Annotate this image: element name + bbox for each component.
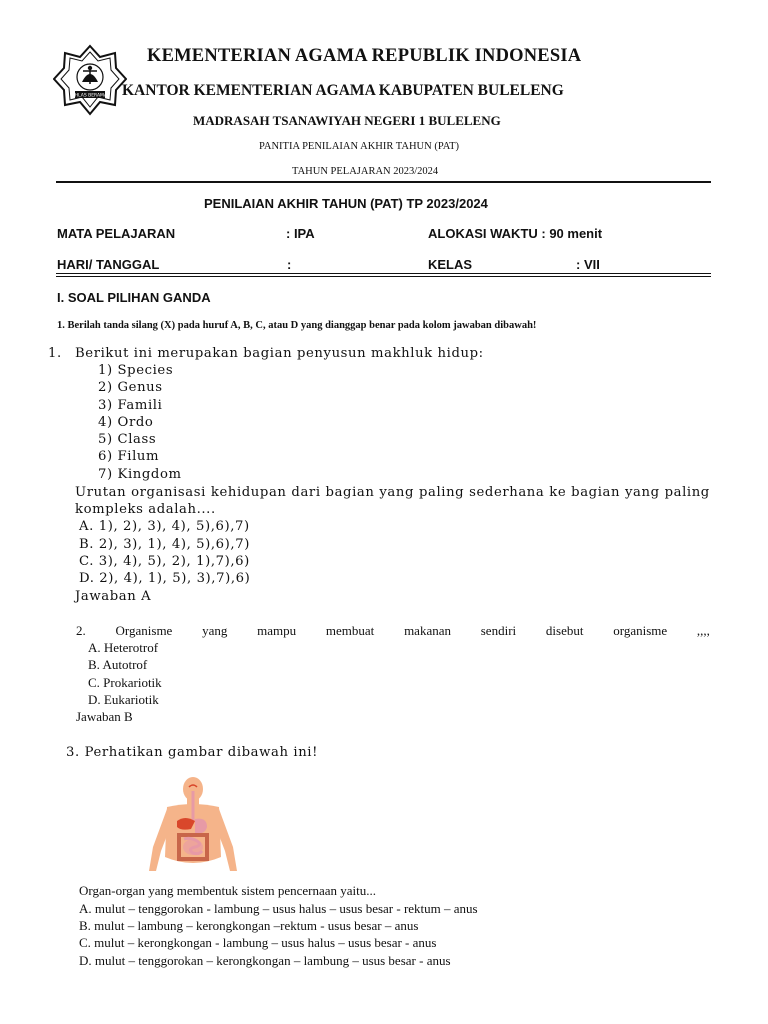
word: mampu — [257, 623, 297, 638]
word: Organisme — [115, 623, 173, 638]
q1-option-c: C. 3), 4), 5), 2), 1),7),6) — [79, 554, 250, 569]
academic-year: TAHUN PELAJARAN 2023/2024 — [292, 166, 439, 177]
q1-item: 2) Genus — [98, 380, 163, 395]
word: disebut — [545, 623, 584, 638]
q3-option-a: A. mulut – tenggorokan - lambung – usus halus – usus besar - rektum – anus — [79, 901, 478, 916]
q2-option-c: C. Prokariotik — [88, 675, 162, 690]
word: ke — [549, 485, 567, 500]
section-title: I. SOAL PILIHAN GANDA — [57, 290, 211, 305]
word: yang — [202, 623, 228, 638]
q2-option-d: D. Eukariotik — [88, 692, 159, 707]
day-date-label: HARI/ TANGGAL — [57, 257, 160, 272]
word: organisasi — [131, 485, 206, 500]
word: organisme — [613, 623, 668, 638]
q1-item: 5) Class — [98, 432, 157, 447]
q3-option-c: C. mulut – kerongkongan - lambung – usus halus – usus besar - anus — [79, 935, 437, 950]
exam-title: PENILAIAN AKHIR TAHUN (PAT) TP 2023/2024 — [204, 196, 488, 211]
header-divider — [56, 181, 711, 183]
q3-question: Organ-organ yang membentuk sistem pencernaan yaitu... — [79, 883, 376, 898]
word: paling — [664, 485, 710, 500]
q1-answer: Jawaban A — [75, 589, 152, 604]
q1-item: 4) Ordo — [98, 415, 154, 430]
q3-stem: 3. Perhatikan gambar dibawah ini! — [66, 745, 319, 760]
q2-option-a: A. Heterotrof — [88, 640, 159, 655]
word: kehidupan — [210, 485, 287, 500]
word: membuat — [325, 623, 375, 638]
q3-option-b: B. mulut – lambung – kerongkongan –rektum - usus besar – anus — [79, 918, 419, 933]
class-label: KELAS — [428, 257, 473, 272]
word: Urutan — [75, 485, 127, 500]
word: bagian — [325, 485, 375, 500]
time-allocation: ALOKASI WAKTU : 90 menit — [428, 226, 603, 241]
ministry-name: KEMENTERIAN AGAMA REPUBLIK INDONESIA — [147, 46, 582, 66]
q1-item: 7) Kingdom — [98, 467, 182, 482]
section-instruction: 1. Berilah tanda silang (X) pada huruf A, B, C, atau D yang dianggap benar pada kolom jawaban dibawah! — [57, 320, 537, 331]
q2-option-b: B. Autotrof — [88, 657, 148, 672]
q1-item: 6) Filum — [98, 449, 160, 464]
word: sendiri — [480, 623, 517, 638]
q2-stem — [76, 623, 710, 639]
word: yang — [379, 485, 415, 500]
info-divider-bottom — [56, 276, 711, 277]
q2-number: 2. — [76, 623, 86, 638]
q1-item: 3) Famili — [98, 398, 163, 413]
subject-value: : IPA — [286, 226, 315, 241]
school-name: MADRASAH TSANAWIYAH NEGERI 1 BULELENG — [193, 113, 501, 128]
q2-answer: Jawaban B — [76, 709, 133, 724]
word: dari — [291, 485, 321, 500]
word: paling — [418, 485, 465, 500]
subject-label: MATA PELAJARAN — [57, 226, 176, 241]
q1-question-line2: kompleks adalah.... — [75, 502, 216, 517]
word: yang — [625, 485, 660, 500]
logo-text: IKHLAS BERAMAL — [70, 93, 110, 99]
q1-option-a: A. 1), 2), 3), 4), 5),6),7) — [79, 519, 250, 534]
office-name: KANTOR KEMENTERIAN AGAMA KABUPATEN BULELENG — [122, 82, 564, 99]
q1-stem: Berikut ini merupakan bagian penyusun makhluk hidup: — [75, 346, 484, 361]
digestive-system-image — [147, 777, 239, 873]
q1-question-line1 — [75, 485, 710, 500]
q1-number: 1. — [48, 346, 62, 361]
committee-name: PANITIA PENILAIAN AKHIR TAHUN (PAT) — [259, 141, 460, 152]
word: ,,,, — [696, 623, 710, 638]
day-date-value: : — [287, 257, 292, 272]
ministry-logo — [53, 44, 127, 116]
q1-option-d: D. 2), 4), 1), 5), 3),7),6) — [79, 571, 251, 586]
q1-option-b: B. 2), 3), 1), 4), 5),6),7) — [79, 537, 250, 552]
info-divider-top — [56, 273, 711, 274]
q3-option-d: D. mulut – tenggorokan – kerongkongan – lambung – usus besar - anus — [79, 953, 451, 968]
word: makanan — [404, 623, 451, 638]
word: sederhana — [469, 485, 545, 500]
word: bagian — [571, 485, 621, 500]
q1-item: 1) Species — [98, 363, 174, 378]
class-value: : VII — [576, 257, 600, 272]
